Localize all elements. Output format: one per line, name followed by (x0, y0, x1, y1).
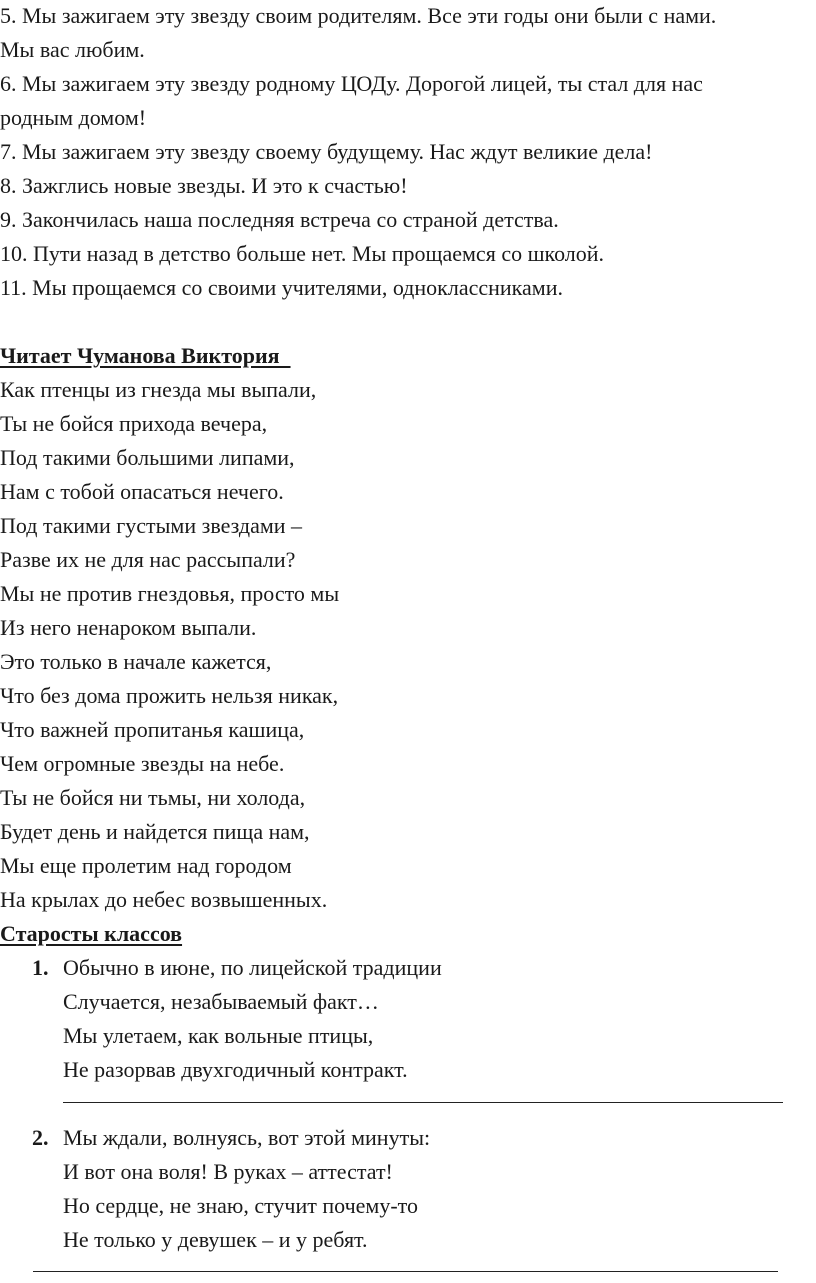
poem-line: На крылах до небес возвышенных. (0, 887, 328, 912)
poem-line: Это только в начале кажется, (0, 649, 272, 674)
intro-line: Мы вас любим. (0, 37, 145, 62)
poem-line: Что без дома прожить нельзя никак, (0, 683, 339, 708)
intro-line: 5. Мы зажигаем эту звезду своим родителям. Все эти годы они были с нами. (0, 3, 717, 28)
divider-rule (63, 1102, 783, 1103)
stanza-number: 2. (32, 1125, 49, 1150)
stanza-line: Случается, незабываемый факт… (63, 989, 379, 1014)
intro-line: 6. Мы зажигаем эту звезду родному ЦОДу. Дорогой лицей, ты стал для нас (0, 71, 703, 96)
intro-line: 10. Пути назад в детство больше нет. Мы прощаемся со школой. (0, 241, 605, 266)
stanza-line: Не разорвав двухгодичный контракт. (63, 1057, 408, 1082)
poem-line: Из него ненароком выпали. (0, 615, 257, 640)
poem-line: Нам с тобой опасаться нечего. (0, 479, 284, 504)
poem-line: Ты не бойся прихода вечера, (0, 411, 268, 436)
intro-line: 7. Мы зажигаем эту звезду своему будущему. Нас ждут великие дела! (0, 139, 653, 164)
poem-line: Мы еще пролетим над городом (0, 853, 292, 878)
poem-line: Как птенцы из гнезда мы выпали, (0, 377, 317, 402)
reader-heading: Читает Чуманова Виктория (0, 343, 291, 368)
poem-line: Разве их не для нас рассыпали? (0, 547, 296, 572)
stanza-line: Мы ждали, волнуясь, вот этой минуты: (63, 1125, 431, 1150)
stanza-line: И вот она воля! В руках – аттестат! (63, 1159, 393, 1184)
poem-line: Будет день и найдется пища нам, (0, 819, 310, 844)
class-heads-heading: Старосты классов (0, 921, 183, 946)
poem-line: Под такими большими липами, (0, 445, 295, 470)
intro-line: 8. Зажглись новые звезды. И это к счастью! (0, 173, 408, 198)
stanza-number: 1. (32, 955, 49, 980)
stanza-line: Но сердце, не знаю, стучит почему-то (63, 1193, 418, 1218)
stanza-line: Не только у девушек – и у ребят. (63, 1227, 368, 1252)
intro-line: 9. Закончилась наша последняя встреча со страной детства. (0, 207, 559, 232)
poem-line: Что важней пропитанья кашица, (0, 717, 305, 742)
poem-line: Под такими густыми звездами – (0, 513, 303, 538)
intro-line: 11. Мы прощаемся со своими учителями, одноклассниками. (0, 275, 563, 300)
poem-line: Чем огромные звезды на небе. (0, 751, 285, 776)
stanza-line: Мы улетаем, как вольные птицы, (63, 1023, 374, 1048)
stanza-line: Обычно в июне, по лицейской традиции (63, 955, 442, 980)
poem-line: Мы не против гнездовья, просто мы (0, 581, 340, 606)
poem-line: Ты не бойся ни тьмы, ни холода, (0, 785, 306, 810)
divider-rule (33, 1271, 778, 1272)
intro-line: родным домом! (0, 105, 147, 130)
